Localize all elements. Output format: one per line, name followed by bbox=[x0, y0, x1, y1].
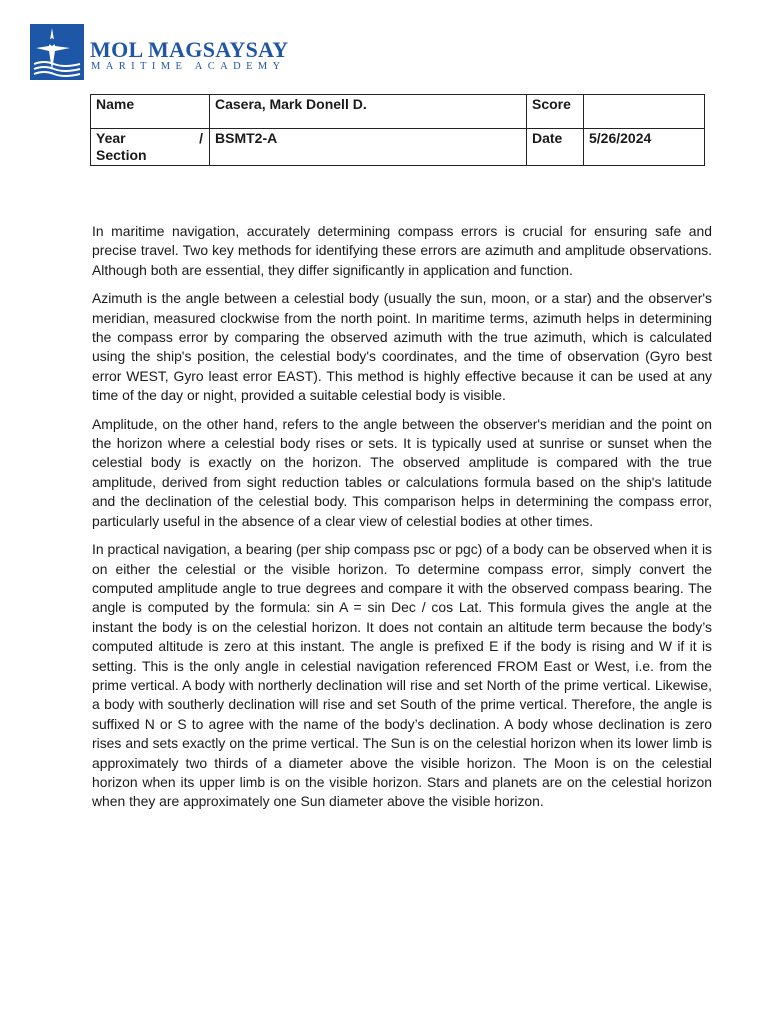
info-row-name bbox=[91, 95, 705, 129]
student-info-table bbox=[90, 94, 705, 166]
name-label: Name bbox=[91, 95, 210, 129]
paragraph: In practical navigation, a bearing (per ship compass psc or pgc) of a body can be observed when it is on either the celestial or the visible horizon. To determine compass error, simply convert the computed amplitude angle to true degrees and compare it with the observed compass bearing. The angle is computed by the formula: sin A = sin Dec / cos Lat. This formula gives the angle at the instant the body is on the celestial horizon. It does not contain an altitude term because the body’s computed altitude is zero at this instant. The angle is prefixed E if the body is rising and W if it is setting. This is the only angle in celestial navigation referenced FROM East or West, i.e. from the prime vertical. A body with northerly declination will rise and set North of the prime vertical. Likewise, a body with southerly declination will rise and set South of the prime vertical. Therefore, the angle is suffixed N or S to agree with the name of the body’s declination. A body whose declination is zero rises and sets exactly on the prime vertical. The Sun is on the celestial horizon when its lower limb is approximately two thirds of a diameter above the visible horizon. The Moon is on the celestial horizon when its upper limb is on the visible horizon. Stars and planets are on the celestial horizon when they are approximately one Sun diameter above the visible horizon. bbox=[92, 541, 712, 810]
academy-logo bbox=[30, 24, 290, 82]
paragraph: Amplitude, on the other hand, refers to the angle between the observer's meridian and the point on the horizon where a celestial body rises or sets. It is typically used at sunrise or sunset when the celestial body is exactly on the horizon. The observed amplitude is compared with the true amplitude, derived from sight reduction tables or calculations formula based on the ship's latitude and the declination of the celestial body. This comparison helps in determining the compass error, particularly useful in the absence of a clear view of celestial bodies at other times. bbox=[92, 415, 712, 529]
section-label: Section bbox=[96, 147, 147, 163]
info-row-year bbox=[91, 129, 705, 166]
year-section-label bbox=[91, 129, 210, 166]
paragraph: Azimuth is the angle between a celestial body (usually the sun, moon, or a star) and the observer's meridian, measured clockwise from the north point. In maritime terms, azimuth helps in determining the compass error by comparing the observed azimuth with the true azimuth, which is calculated using the ship's position, the celestial body's coordinates, and the time of observation (Gyro best error WEST, Gyro least error EAST). This method is highly effective because it can be used at any time of the day or night, provided a suitable celestial body is visible. bbox=[92, 290, 712, 404]
logo-title: MOL MAGSAYSAY bbox=[90, 37, 289, 62]
score-value bbox=[584, 95, 705, 129]
name-value: Casera, Mark Donell D. bbox=[210, 95, 527, 129]
year-section-value: BSMT2-A bbox=[210, 129, 527, 166]
paragraph: In maritime navigation, accurately determining compass errors is crucial for ensuring safe and precise travel. Two key methods for identifying these errors are azimuth and amplitude observations. Although both are essential, they differ significantly in application and function. bbox=[92, 223, 712, 278]
essay-body bbox=[92, 222, 712, 821]
year-label-slash: / bbox=[199, 130, 203, 146]
date-value: 5/26/2024 bbox=[584, 129, 705, 166]
date-label: Date bbox=[527, 129, 584, 166]
score-label: Score bbox=[527, 95, 584, 129]
year-label: Year bbox=[96, 130, 126, 146]
compass-star-logo-icon bbox=[30, 24, 84, 80]
logo-subtitle: MARITIME ACADEMY bbox=[91, 61, 286, 72]
